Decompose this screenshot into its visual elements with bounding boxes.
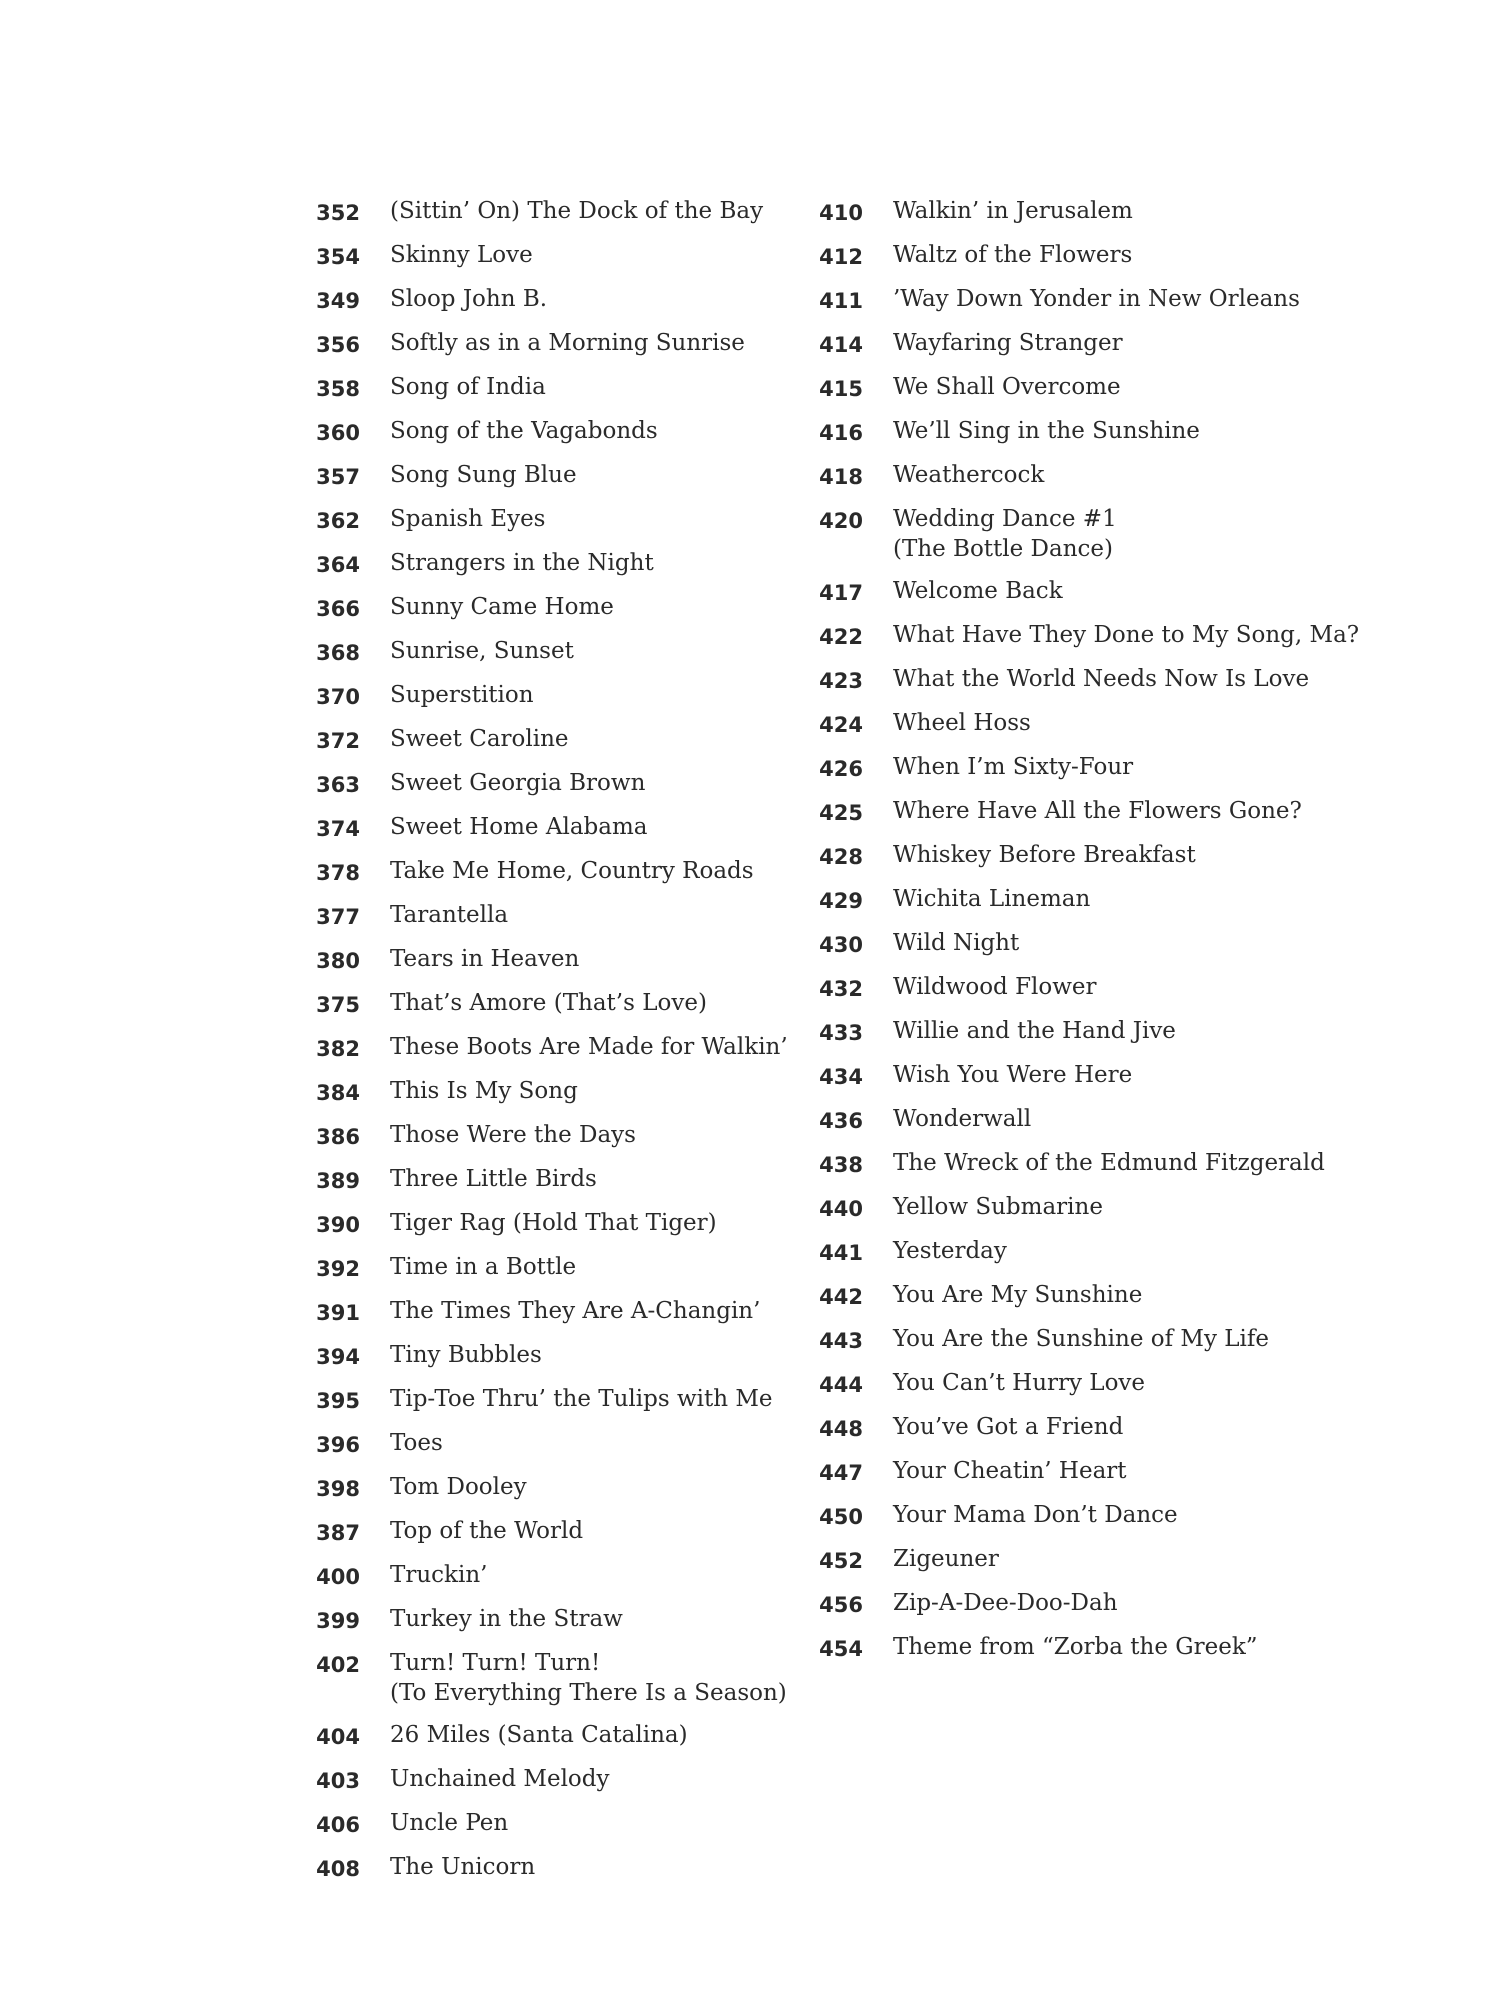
page-number: 436 [819,1109,863,1133]
song-title [390,284,547,314]
song-title-line: The Wreck of the Edmund Fitzgerald [893,1150,1325,1176]
song-title-line: Wheel Hoss [893,710,1031,736]
song-subtitle-line: (The Bottle Dance) [893,536,1113,562]
song-title-line: Turn! Turn! Turn! [390,1650,601,1676]
index-entry [312,504,832,536]
index-entry [312,328,832,360]
song-title-line: Tarantella [390,902,509,928]
song-title [390,1252,576,1282]
page-number: 357 [316,465,360,489]
page-number: 400 [316,1565,360,1589]
page-number: 406 [316,1813,360,1837]
page-number: 387 [316,1521,360,1545]
song-title [893,664,1309,694]
index-entry [815,1632,1335,1664]
index-entry [815,328,1335,360]
index-entry [815,1016,1335,1048]
song-title-line: Superstition [390,682,534,708]
song-title [390,1472,527,1502]
index-entry [815,796,1335,828]
index-entry [815,1060,1335,1092]
page-number: 356 [316,333,360,357]
page-number: 386 [316,1125,360,1149]
index-entry [815,884,1335,916]
song-title-line: Softly as in a Morning Sunrise [390,330,745,356]
song-title-line: Three Little Birds [390,1166,597,1192]
song-title-line: The Unicorn [390,1854,536,1880]
page-number: 389 [316,1169,360,1193]
song-title [390,1604,623,1634]
index-entry [312,1604,832,1636]
index-entry [815,928,1335,960]
song-title-line: When I’m Sixty-Four [893,754,1134,780]
song-title-line: Welcome Back [893,578,1063,604]
song-title [390,1428,443,1458]
page-number: 452 [819,1549,863,1573]
song-title [893,1500,1178,1530]
song-title-line: The Times They Are A-Changin’ [390,1298,761,1324]
index-entry [312,1808,832,1840]
page-number: 354 [316,245,360,269]
page-number: 430 [819,933,863,957]
page-number: 412 [819,245,863,269]
page-number: 416 [819,421,863,445]
song-title-line: Wayfaring Stranger [893,330,1123,356]
song-title [893,1236,1007,1266]
song-title [893,1324,1269,1354]
page-number: 414 [819,333,863,357]
song-title-line: Tears in Heaven [390,946,580,972]
index-entry [312,1208,832,1240]
song-title-line: Waltz of the Flowers [893,242,1133,268]
song-title-line: Whiskey Before Breakfast [893,842,1196,868]
page-number: 456 [819,1593,863,1617]
index-entry [815,1324,1335,1356]
song-title-line: Toes [390,1430,443,1456]
index-entry [815,240,1335,272]
song-title [893,972,1097,1002]
song-title-line: Wichita Lineman [893,886,1091,912]
song-title-line: Zigeuner [893,1546,999,1572]
index-entry [815,504,1335,564]
song-title [390,724,569,754]
page-number: 403 [316,1769,360,1793]
song-title [893,284,1300,314]
song-title-line: Tip-Toe Thru’ the Tulips with Me [390,1386,773,1412]
page-number: 438 [819,1153,863,1177]
index-entry [815,1588,1335,1620]
index-entry [312,284,832,316]
song-title-line: That’s Amore (That’s Love) [390,990,707,1016]
page-number: 433 [819,1021,863,1045]
song-title [390,328,745,358]
song-title [390,196,763,226]
page-number: 408 [316,1857,360,1881]
page-number: 352 [316,201,360,225]
index-entry [815,972,1335,1004]
song-title-line: Wild Night [893,930,1020,956]
song-title [390,1208,717,1238]
index-entry [312,460,832,492]
index-entry [815,196,1335,228]
page-number: 362 [316,509,360,533]
page-number: 382 [316,1037,360,1061]
index-entry [312,1032,832,1064]
song-title [390,592,614,622]
song-title [390,1340,542,1370]
song-title [390,1384,773,1414]
left-index-column [312,196,832,1896]
page-number: 395 [316,1389,360,1413]
index-entry [815,1280,1335,1312]
song-title-line: This Is My Song [390,1078,578,1104]
song-title-line: What the World Needs Now Is Love [893,666,1310,692]
index-entry [815,840,1335,872]
index-entry [312,1296,832,1328]
song-title-line: Song Sung Blue [390,462,577,488]
song-title-line: Take Me Home, Country Roads [390,858,754,884]
song-title-line: Turkey in the Straw [390,1606,623,1632]
page-number: 392 [316,1257,360,1281]
song-title-line: Sloop John B. [390,286,548,312]
song-title [390,1808,508,1838]
song-title [893,1412,1123,1442]
song-title [390,416,658,446]
page-number: 364 [316,553,360,577]
index-entry [312,1852,832,1884]
index-entry [815,1236,1335,1268]
song-title [390,1516,583,1546]
index-entry [312,548,832,580]
song-title [390,988,707,1018]
page-number: 423 [819,669,863,693]
page-number: 404 [316,1725,360,1749]
index-entry [815,284,1335,316]
index-entry [815,460,1335,492]
page-number: 425 [819,801,863,825]
song-title-line: Yellow Submarine [893,1194,1103,1220]
index-entry [815,1500,1335,1532]
page-number: 363 [316,773,360,797]
index-entry [815,1192,1335,1224]
page-number: 432 [819,977,863,1001]
song-title-line: You Are the Sunshine of My Life [893,1326,1270,1352]
song-title [390,768,645,798]
song-title [390,1648,787,1708]
song-title [893,1148,1325,1178]
page-number: 447 [819,1461,863,1485]
song-title-line: You Are My Sunshine [893,1282,1143,1308]
song-title [390,636,574,666]
index-entry [312,988,832,1020]
song-title-line: (Sittin’ On) The Dock of the Bay [390,198,764,224]
song-title-line: Weathercock [893,462,1045,488]
song-title [390,1032,788,1062]
song-title [390,680,534,710]
page-number: 370 [316,685,360,709]
index-entry [312,592,832,624]
page-number: 441 [819,1241,863,1265]
page-number: 378 [316,861,360,885]
index-entry [815,1456,1335,1488]
index-entry [815,708,1335,740]
song-title-line: Those Were the Days [390,1122,636,1148]
index-entry [312,1120,832,1152]
song-title [390,1076,578,1106]
page-number: 368 [316,641,360,665]
index-entry [312,944,832,976]
song-title [893,1104,1031,1134]
song-title-line: Where Have All the Flowers Gone? [893,798,1302,824]
song-title [390,240,533,270]
song-title-line: Walkin’ in Jerusalem [893,198,1133,224]
song-title [893,240,1132,270]
song-title [893,504,1117,564]
right-index-column [815,196,1360,1676]
song-title [390,944,579,974]
song-title-line: Wish You Were Here [893,1062,1133,1088]
song-title [390,1560,487,1590]
page-number: 410 [819,201,863,225]
index-entry [815,1104,1335,1136]
page-number: 418 [819,465,863,489]
page-number: 415 [819,377,863,401]
page-number: 396 [316,1433,360,1457]
song-title-line: Unchained Melody [390,1766,610,1792]
song-title [893,752,1133,782]
page-number: 454 [819,1637,863,1661]
page-number: 360 [316,421,360,445]
song-title [893,1632,1258,1662]
index-entry [312,768,832,800]
index-entry [312,240,832,272]
index-entry [312,900,832,932]
index-entry [312,372,832,404]
song-title-line: Song of the Vagabonds [390,418,658,444]
song-title [893,1544,999,1574]
song-title-line: Top of the World [390,1518,584,1544]
page-number: 440 [819,1197,863,1221]
song-title [893,416,1200,446]
song-title [390,1852,535,1882]
index-entry [312,856,832,888]
index-entry [312,636,832,668]
page-number: 450 [819,1505,863,1529]
song-title-line: Sunny Came Home [390,594,614,620]
song-title-line: Sunrise, Sunset [390,638,574,664]
page-number: 398 [316,1477,360,1501]
song-title [893,884,1090,914]
index-entry [312,1720,832,1752]
page-number: 380 [316,949,360,973]
index-entry [312,812,832,844]
song-title [893,460,1044,490]
song-title [893,840,1196,870]
song-title-line: Zip-A-Dee-Doo-Dah [893,1590,1118,1616]
page-number: 428 [819,845,863,869]
page-number: 417 [819,581,863,605]
song-title-line: Your Cheatin’ Heart [893,1458,1127,1484]
song-title-line: These Boots Are Made for Walkin’ [390,1034,788,1060]
index-entry [312,1252,832,1284]
song-title-line: Sweet Caroline [390,726,569,752]
page-number: 399 [316,1609,360,1633]
song-title-line: You Can’t Hurry Love [893,1370,1146,1396]
song-title-line: Theme from “Zorba the Greek” [893,1634,1258,1660]
index-entry [815,620,1360,652]
song-title [893,620,1359,650]
page-number: 366 [316,597,360,621]
song-title [390,548,654,578]
page-number: 420 [819,509,863,533]
page-number: 434 [819,1065,863,1089]
page-number: 391 [316,1301,360,1325]
index-entry [815,1412,1335,1444]
song-title-line: You’ve Got a Friend [893,1414,1124,1440]
page-number: 402 [316,1653,360,1677]
index-entry [312,1164,832,1196]
song-title [893,372,1121,402]
page-number: 390 [316,1213,360,1237]
song-title [390,1296,760,1326]
song-title-line: We Shall Overcome [893,374,1121,400]
song-title-line: Skinny Love [390,242,533,268]
page-number: 448 [819,1417,863,1441]
page-number: 443 [819,1329,863,1353]
song-title-line: Sweet Home Alabama [390,814,648,840]
page-number: 411 [819,289,863,313]
song-title-line: 26 Miles (Santa Catalina) [390,1722,688,1748]
song-title-line: Wildwood Flower [893,974,1097,1000]
song-title [390,460,577,490]
page-number: 444 [819,1373,863,1397]
song-title-line: Uncle Pen [390,1810,509,1836]
index-entry [312,724,832,756]
song-title-line: Tiger Rag (Hold That Tiger) [390,1210,717,1236]
song-title [893,328,1123,358]
song-title [390,1720,688,1750]
index-entry [312,1648,832,1708]
song-title [893,1016,1176,1046]
index-entry [815,1368,1335,1400]
page-number: 358 [316,377,360,401]
index-entry [312,1516,832,1548]
song-title-line: Your Mama Don’t Dance [893,1502,1178,1528]
song-title [893,1368,1145,1398]
index-entry [312,1340,832,1372]
index-entry [312,1428,832,1460]
page-number: 422 [819,625,863,649]
song-title [390,372,546,402]
song-title-line: Time in a Bottle [390,1254,577,1280]
index-entry [815,372,1335,404]
song-title [893,1192,1103,1222]
index-entry [815,416,1335,448]
index-entry [312,1764,832,1796]
page-number: 442 [819,1285,863,1309]
song-title-line: ’Way Down Yonder in New Orleans [893,286,1300,312]
index-entry [312,1560,832,1592]
index-entry [312,196,832,228]
song-title [893,1060,1132,1090]
song-title [390,504,546,534]
song-title [390,1120,636,1150]
page-number: 372 [316,729,360,753]
page-number: 429 [819,889,863,913]
index-entry [815,1148,1335,1180]
song-title-line: We’ll Sing in the Sunshine [893,418,1200,444]
page-number: 374 [316,817,360,841]
index-entry [312,1076,832,1108]
song-title-line: Willie and the Hand Jive [893,1018,1176,1044]
song-title [390,900,508,930]
song-title [893,708,1031,738]
song-subtitle-line: (To Everything There Is a Season) [390,1680,787,1706]
song-title [893,1456,1127,1486]
song-title [893,1280,1142,1310]
song-title-line: Sweet Georgia Brown [390,770,646,796]
index-entry [815,752,1335,784]
song-title-line: Song of India [390,374,546,400]
page-number: 426 [819,757,863,781]
song-title-line: Tiny Bubbles [390,1342,542,1368]
song-title [893,576,1063,606]
page-number: 384 [316,1081,360,1105]
index-entry [312,1472,832,1504]
song-title [893,1588,1118,1618]
song-title-line: Truckin’ [390,1562,488,1588]
song-title-line: Strangers in the Night [390,550,654,576]
index-entry [312,680,832,712]
song-title [390,856,754,886]
page-number: 424 [819,713,863,737]
song-title-line: Yesterday [893,1238,1007,1264]
song-title [390,1764,610,1794]
index-entry [815,576,1335,608]
page-number: 349 [316,289,360,313]
page-number: 377 [316,905,360,929]
song-title [893,928,1019,958]
song-title-line: Spanish Eyes [390,506,546,532]
song-title-line: Wedding Dance #1 [893,506,1117,532]
index-entry [815,664,1335,696]
index-entry [312,1384,832,1416]
song-title-line: What Have They Done to My Song, Ma? [893,622,1360,648]
song-title [893,796,1302,826]
page-number: 394 [316,1345,360,1369]
song-title [390,812,648,842]
index-entry [312,416,832,448]
song-title [390,1164,597,1194]
index-entry [815,1544,1335,1576]
song-title-line: Wonderwall [893,1106,1032,1132]
page-number: 375 [316,993,360,1017]
song-title [893,196,1133,226]
song-title-line: Tom Dooley [390,1474,527,1500]
